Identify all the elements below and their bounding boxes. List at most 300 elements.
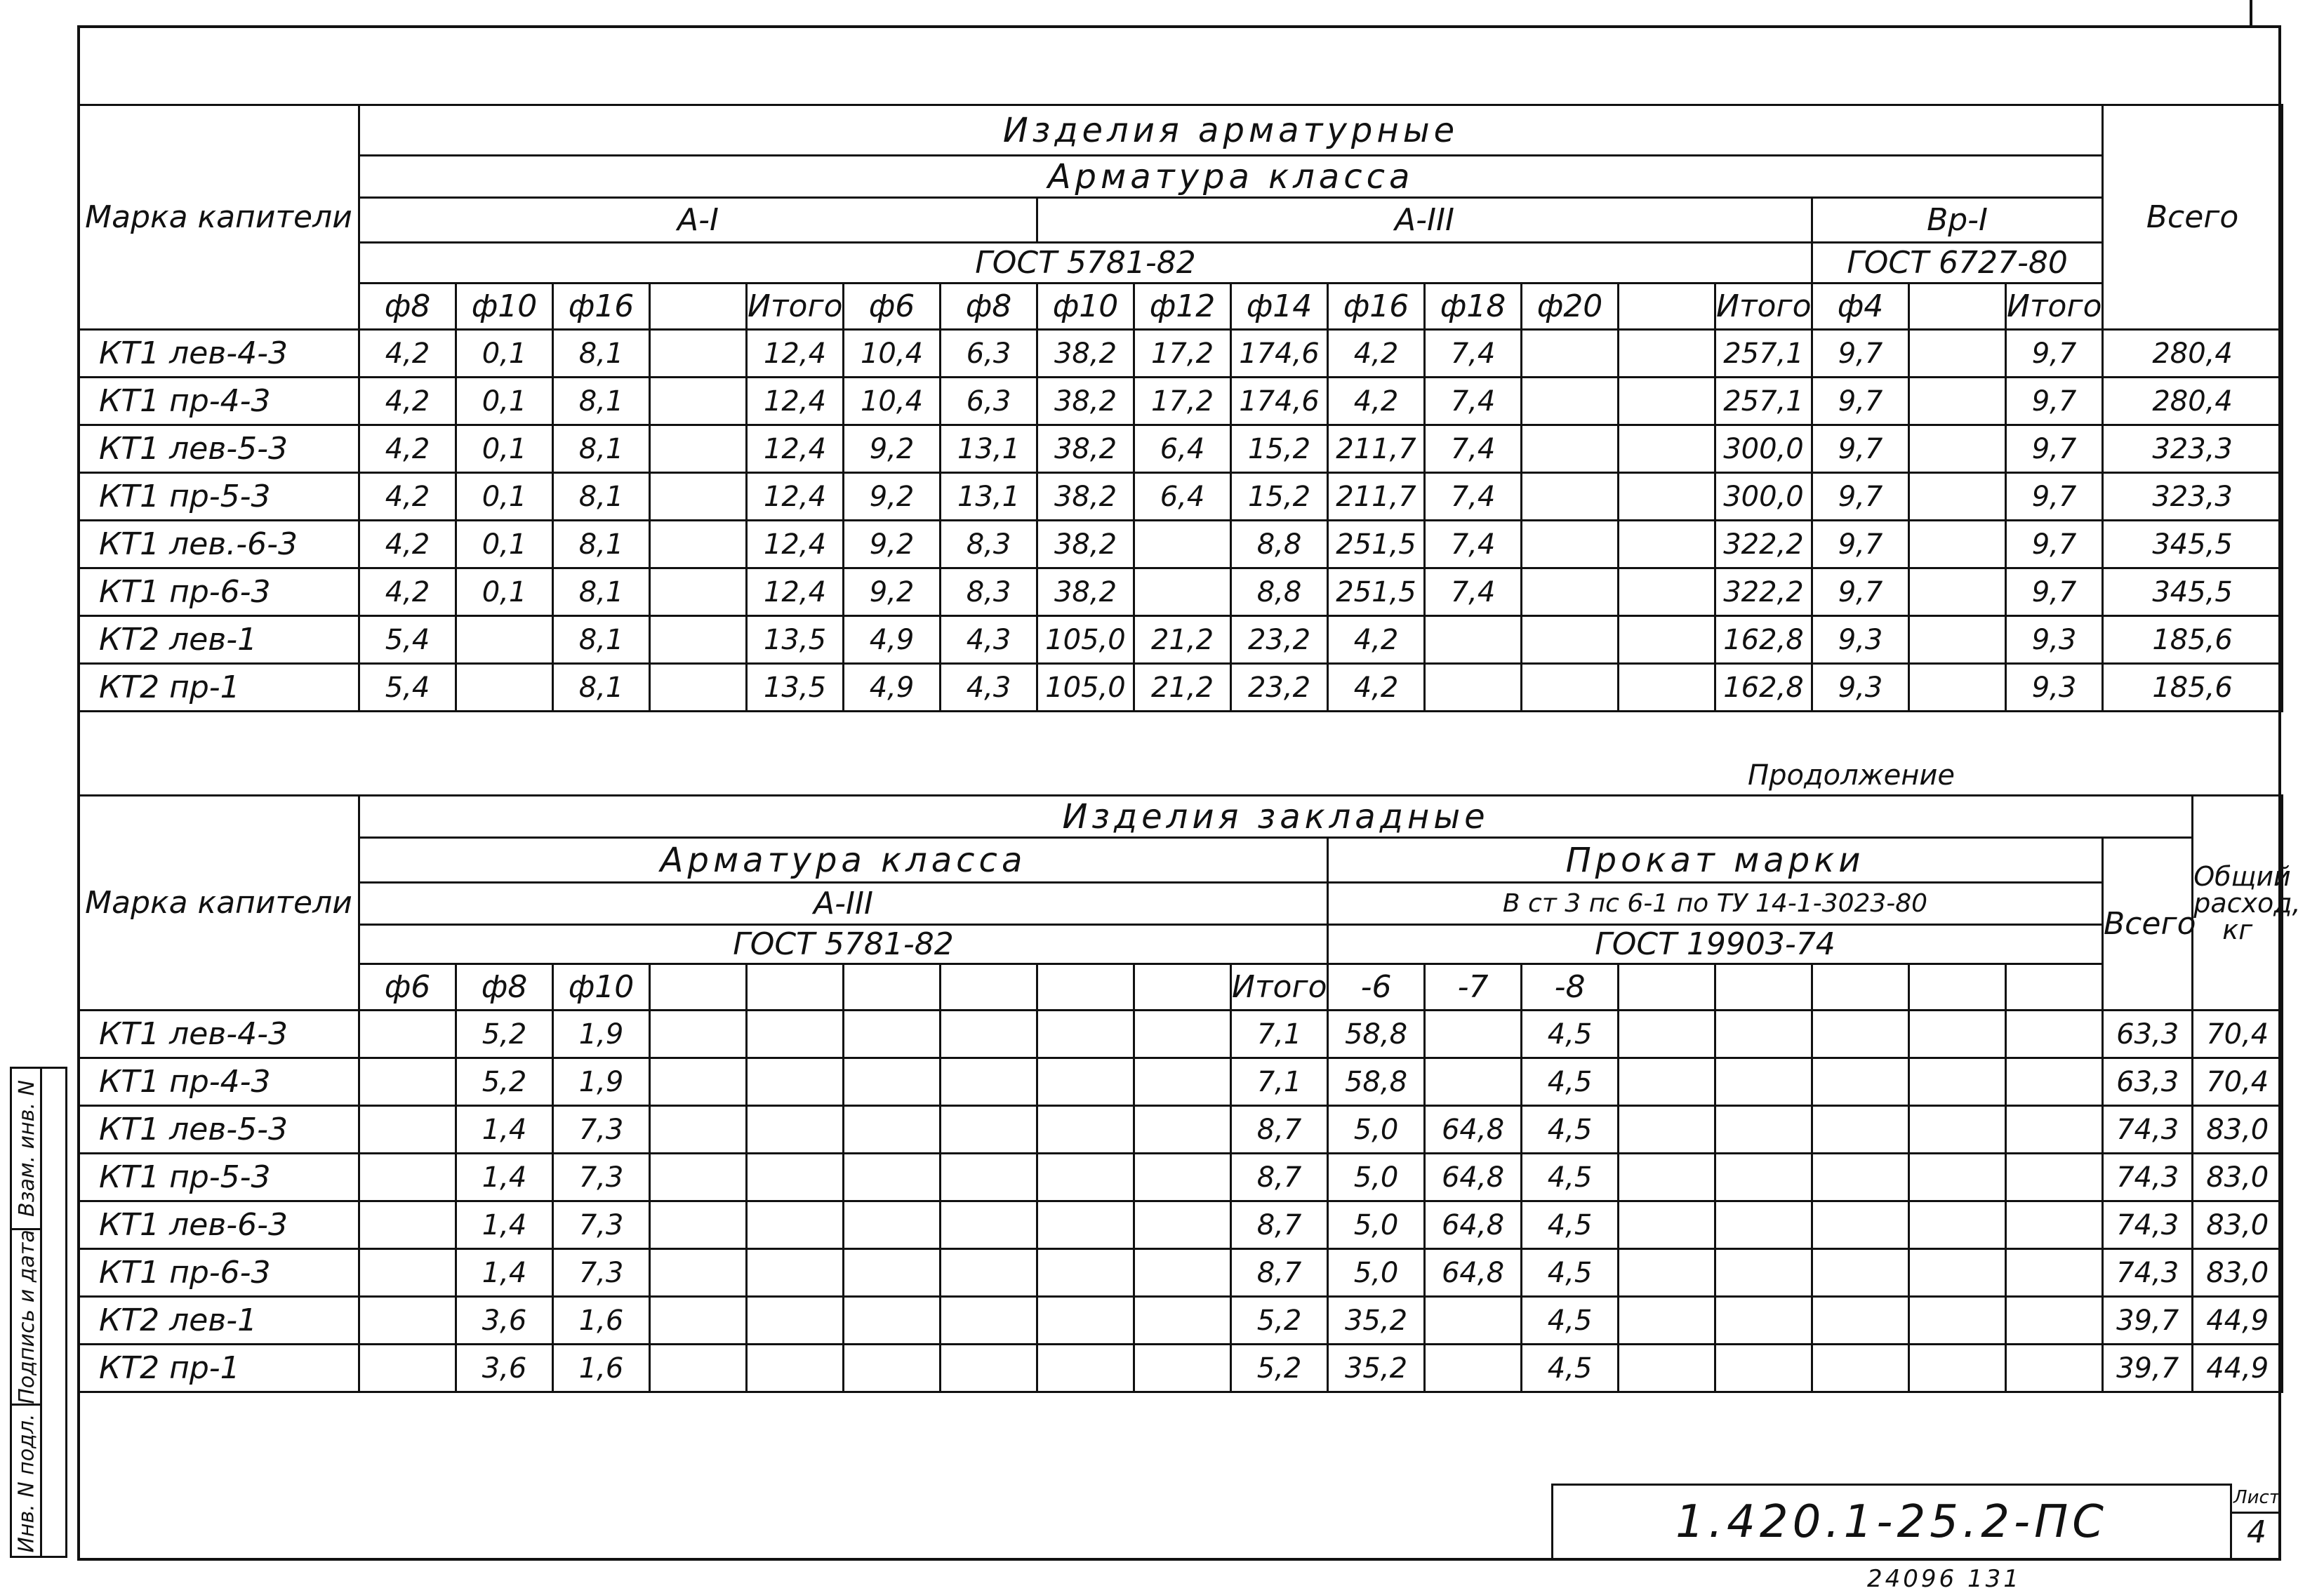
table-row <box>79 1106 2283 1154</box>
row-total: 185,6 <box>2103 616 2283 664</box>
value-cell <box>1522 664 1619 712</box>
value-cell <box>2006 1249 2103 1297</box>
value-cell <box>1037 1345 1134 1392</box>
value-cell: 8,8 <box>1231 521 1328 568</box>
value-cell <box>359 1345 456 1392</box>
column-header: ф10 <box>456 284 553 330</box>
value-cell <box>1522 425 1619 473</box>
value-cell: 4,2 <box>359 568 456 616</box>
value-cell: 8,7 <box>1231 1201 1328 1249</box>
row-mark: КТ1 лев-4-3 <box>79 1011 359 1058</box>
value-cell <box>1134 1249 1231 1297</box>
column-header: ф10 <box>553 964 650 1011</box>
value-cell <box>941 1106 1037 1154</box>
value-cell: 6,4 <box>1134 473 1231 521</box>
gost-5781-header: ГОСТ 5781-82 <box>359 925 1328 964</box>
column-header <box>747 964 844 1011</box>
value-cell <box>1425 1058 1522 1106</box>
column-header: ф16 <box>1328 284 1425 330</box>
value-cell: 8,1 <box>553 473 650 521</box>
value-cell <box>650 378 747 425</box>
value-cell <box>747 1201 844 1249</box>
value-cell: 12,4 <box>747 378 844 425</box>
document-number: 24096 131 <box>1867 1565 2021 1593</box>
value-cell: 74,3 <box>2103 1201 2193 1249</box>
value-cell: 0,1 <box>456 521 553 568</box>
value-cell: 7,4 <box>1425 330 1522 378</box>
column-header: ф16 <box>553 284 650 330</box>
value-cell <box>1522 330 1619 378</box>
row-mark: КТ1 пр-4-3 <box>79 1058 359 1106</box>
value-cell: 8,1 <box>553 568 650 616</box>
value-cell <box>650 1297 747 1345</box>
value-cell <box>1619 378 1715 425</box>
total-header: Всего <box>2103 838 2193 1011</box>
value-cell <box>650 473 747 521</box>
row-total: 185,6 <box>2103 664 2283 712</box>
value-cell <box>1522 473 1619 521</box>
value-cell: 9,7 <box>2006 330 2103 378</box>
value-cell: 12,4 <box>747 473 844 521</box>
column-header: Итого <box>1715 284 1812 330</box>
value-cell: 9,7 <box>1812 378 1909 425</box>
value-cell: 9,3 <box>1812 664 1909 712</box>
value-cell <box>1909 473 2006 521</box>
value-cell <box>1134 521 1231 568</box>
value-cell <box>747 1345 844 1392</box>
value-cell: 8,8 <box>1231 568 1328 616</box>
column-header: -8 <box>1522 964 1619 1011</box>
value-cell: 4,5 <box>1522 1106 1619 1154</box>
value-cell <box>1812 1201 1909 1249</box>
row-total: 323,3 <box>2103 473 2283 521</box>
value-cell <box>2006 1106 2103 1154</box>
value-cell <box>359 1201 456 1249</box>
value-cell: 7,3 <box>553 1201 650 1249</box>
row-total: 70,4 <box>2193 1058 2283 1106</box>
value-cell <box>844 1058 941 1106</box>
value-cell: 7,4 <box>1425 568 1522 616</box>
value-cell: 7,3 <box>553 1106 650 1154</box>
value-cell <box>2006 1011 2103 1058</box>
value-cell <box>359 1249 456 1297</box>
value-cell: 4,2 <box>359 521 456 568</box>
value-cell <box>650 1011 747 1058</box>
value-cell: 8,7 <box>1231 1249 1328 1297</box>
value-cell: 9,7 <box>2006 378 2103 425</box>
value-cell: 7,4 <box>1425 521 1522 568</box>
value-cell <box>1909 568 2006 616</box>
value-cell: 4,2 <box>1328 330 1425 378</box>
column-header <box>2006 964 2103 1011</box>
value-cell <box>844 1201 941 1249</box>
table-row <box>79 1011 2283 1058</box>
value-cell <box>359 1297 456 1345</box>
value-cell: 105,0 <box>1037 616 1134 664</box>
value-cell: 8,1 <box>553 664 650 712</box>
value-cell <box>1134 1011 1231 1058</box>
value-cell <box>650 1106 747 1154</box>
value-cell <box>2006 1345 2103 1392</box>
value-cell: 58,8 <box>1328 1058 1425 1106</box>
value-cell: 74,3 <box>2103 1154 2193 1201</box>
value-cell: 1,6 <box>553 1345 650 1392</box>
value-cell <box>1909 1106 2006 1154</box>
value-cell: 38,2 <box>1037 473 1134 521</box>
value-cell: 5,2 <box>1231 1345 1328 1392</box>
value-cell: 5,4 <box>359 664 456 712</box>
row-total: 280,4 <box>2103 378 2283 425</box>
value-cell: 39,7 <box>2103 1345 2193 1392</box>
value-cell <box>1522 378 1619 425</box>
value-cell: 21,2 <box>1134 664 1231 712</box>
value-cell <box>1619 1249 1715 1297</box>
value-cell <box>1909 521 2006 568</box>
value-cell: 211,7 <box>1328 473 1425 521</box>
value-cell <box>1619 1058 1715 1106</box>
value-cell <box>1715 1345 1812 1392</box>
value-cell: 0,1 <box>456 330 553 378</box>
table-row <box>79 1297 2283 1345</box>
value-cell: 251,5 <box>1328 521 1425 568</box>
value-cell: 9,7 <box>1812 330 1909 378</box>
value-cell: 1,4 <box>456 1249 553 1297</box>
value-cell <box>1619 521 1715 568</box>
column-header <box>844 964 941 1011</box>
value-cell: 174,6 <box>1231 378 1328 425</box>
column-header: ф18 <box>1425 284 1522 330</box>
value-cell: 9,7 <box>1812 473 1909 521</box>
table-row <box>79 330 2283 378</box>
column-header: ф14 <box>1231 284 1328 330</box>
value-cell <box>1909 425 2006 473</box>
value-cell: 300,0 <box>1715 425 1812 473</box>
product-header: Изделия арматурные <box>359 105 2103 156</box>
column-header: Итого <box>747 284 844 330</box>
value-cell: 251,5 <box>1328 568 1425 616</box>
value-cell: 0,1 <box>456 568 553 616</box>
value-cell: 0,1 <box>456 473 553 521</box>
value-cell <box>941 1297 1037 1345</box>
value-cell: 8,1 <box>553 425 650 473</box>
value-cell: 4,9 <box>844 664 941 712</box>
value-cell <box>1619 330 1715 378</box>
value-cell: 322,2 <box>1715 568 1812 616</box>
value-cell <box>747 1106 844 1154</box>
value-cell: 8,7 <box>1231 1106 1328 1154</box>
value-cell: 162,8 <box>1715 664 1812 712</box>
value-cell <box>1715 1249 1812 1297</box>
mark-header: Марка капители <box>79 796 359 1011</box>
value-cell <box>941 1249 1037 1297</box>
value-cell <box>456 664 553 712</box>
value-cell: 5,2 <box>1231 1297 1328 1345</box>
value-cell: 13,5 <box>747 664 844 712</box>
value-cell: 39,7 <box>2103 1297 2193 1345</box>
column-header: ф8 <box>359 284 456 330</box>
value-cell: 63,3 <box>2103 1058 2193 1106</box>
column-header: -7 <box>1425 964 1522 1011</box>
value-cell: 7,4 <box>1425 473 1522 521</box>
value-cell: 4,3 <box>941 664 1037 712</box>
value-cell: 9,3 <box>2006 664 2103 712</box>
value-cell: 9,7 <box>1812 568 1909 616</box>
table-row <box>79 1249 2283 1297</box>
value-cell: 38,2 <box>1037 378 1134 425</box>
row-mark: КТ2 лев-1 <box>79 616 359 664</box>
rebar-products-table <box>77 104 2283 712</box>
total-header: Всего <box>2103 105 2283 330</box>
row-total: 323,3 <box>2103 425 2283 473</box>
value-cell: 7,3 <box>553 1249 650 1297</box>
value-cell: 4,5 <box>1522 1249 1619 1297</box>
value-cell: 6,4 <box>1134 425 1231 473</box>
value-cell <box>1619 1297 1715 1345</box>
row-mark: КТ1 лев.-6-3 <box>79 521 359 568</box>
value-cell <box>1909 1201 2006 1249</box>
value-cell <box>844 1249 941 1297</box>
value-cell <box>941 1154 1037 1201</box>
value-cell: 3,6 <box>456 1297 553 1345</box>
table-row <box>79 425 2283 473</box>
grand-total-header: Общий расход, кг <box>2193 796 2283 1011</box>
value-cell: 4,5 <box>1522 1154 1619 1201</box>
class-a1-header: А-I <box>359 198 1037 243</box>
mark-header: Марка капители <box>79 105 359 330</box>
column-header: ф6 <box>844 284 941 330</box>
value-cell: 4,5 <box>1522 1345 1619 1392</box>
value-cell: 35,2 <box>1328 1345 1425 1392</box>
value-cell: 1,6 <box>553 1297 650 1345</box>
value-cell <box>650 616 747 664</box>
value-cell: 5,0 <box>1328 1201 1425 1249</box>
value-cell <box>1909 1345 2006 1392</box>
row-total: 345,5 <box>2103 568 2283 616</box>
value-cell: 1,4 <box>456 1201 553 1249</box>
value-cell <box>359 1154 456 1201</box>
value-cell: 4,2 <box>359 425 456 473</box>
value-cell <box>1812 1058 1909 1106</box>
value-cell <box>1909 1249 2006 1297</box>
value-cell: 15,2 <box>1231 473 1328 521</box>
value-cell <box>1037 1297 1134 1345</box>
value-cell <box>650 521 747 568</box>
value-cell <box>941 1011 1037 1058</box>
table-row <box>79 521 2283 568</box>
value-cell <box>1812 1011 1909 1058</box>
original-inv-cell: Инв. N подл. <box>14 1413 39 1553</box>
value-cell: 6,3 <box>941 330 1037 378</box>
value-cell <box>456 616 553 664</box>
value-cell: 9,2 <box>844 568 941 616</box>
value-cell: 13,1 <box>941 473 1037 521</box>
value-cell <box>1715 1011 1812 1058</box>
value-cell <box>844 1297 941 1345</box>
value-cell: 4,2 <box>359 473 456 521</box>
column-header <box>1134 964 1231 1011</box>
value-cell <box>1619 664 1715 712</box>
value-cell <box>1619 1011 1715 1058</box>
sheet-number: 4 <box>2247 1514 2266 1550</box>
value-cell: 35,2 <box>1328 1297 1425 1345</box>
value-cell <box>1909 1154 2006 1201</box>
value-cell: 38,2 <box>1037 521 1134 568</box>
value-cell <box>941 1345 1037 1392</box>
value-cell <box>844 1106 941 1154</box>
value-cell <box>941 1058 1037 1106</box>
value-cell: 8,1 <box>553 330 650 378</box>
value-cell <box>1715 1297 1812 1345</box>
value-cell: 4,3 <box>941 616 1037 664</box>
column-header <box>1619 964 1715 1011</box>
value-cell: 8,1 <box>553 378 650 425</box>
value-cell <box>359 1106 456 1154</box>
value-cell <box>1425 1345 1522 1392</box>
value-cell <box>650 1345 747 1392</box>
value-cell: 257,1 <box>1715 330 1812 378</box>
value-cell: 74,3 <box>2103 1106 2193 1154</box>
value-cell: 4,5 <box>1522 1011 1619 1058</box>
column-header: ф20 <box>1522 284 1619 330</box>
value-cell <box>1909 664 2006 712</box>
value-cell <box>747 1249 844 1297</box>
row-mark: КТ1 пр-5-3 <box>79 473 359 521</box>
row-total: 44,9 <box>2193 1345 2283 1392</box>
value-cell <box>650 1154 747 1201</box>
column-header <box>1909 964 2006 1011</box>
value-cell <box>1522 521 1619 568</box>
value-cell: 38,2 <box>1037 425 1134 473</box>
column-header <box>1037 964 1134 1011</box>
value-cell: 9,7 <box>2006 473 2103 521</box>
value-cell: 4,5 <box>1522 1058 1619 1106</box>
value-cell <box>1619 1345 1715 1392</box>
value-cell <box>1522 568 1619 616</box>
value-cell: 9,7 <box>1812 521 1909 568</box>
value-cell: 58,8 <box>1328 1011 1425 1058</box>
value-cell: 4,2 <box>1328 616 1425 664</box>
value-cell <box>1619 616 1715 664</box>
table-row <box>79 1154 2283 1201</box>
value-cell: 13,5 <box>747 616 844 664</box>
value-cell <box>844 1154 941 1201</box>
value-cell <box>1134 1345 1231 1392</box>
column-header: Итого <box>2006 284 2103 330</box>
class-bp1-header: Вр-I <box>1812 198 2103 243</box>
value-cell: 0,1 <box>456 378 553 425</box>
value-cell <box>1909 378 2006 425</box>
value-cell <box>1134 1154 1231 1201</box>
column-header: ф4 <box>1812 284 1909 330</box>
value-cell: 4,2 <box>359 330 456 378</box>
side-stamp <box>10 1067 67 1558</box>
row-mark: КТ2 пр-1 <box>79 664 359 712</box>
row-total: 44,9 <box>2193 1297 2283 1345</box>
value-cell <box>1037 1154 1134 1201</box>
rolled-header: Прокат марки <box>1328 838 2103 883</box>
value-cell: 1,9 <box>553 1011 650 1058</box>
value-cell: 9,3 <box>2006 616 2103 664</box>
table-row <box>79 1345 2283 1392</box>
value-cell: 5,0 <box>1328 1106 1425 1154</box>
row-mark: КТ1 пр-5-3 <box>79 1154 359 1201</box>
value-cell: 8,3 <box>941 521 1037 568</box>
value-cell: 12,4 <box>747 330 844 378</box>
value-cell: 9,2 <box>844 473 941 521</box>
value-cell <box>1619 568 1715 616</box>
drawing-code: 1.420.1-25.2-ПС <box>1551 1484 2232 1561</box>
row-total: 70,4 <box>2193 1011 2283 1058</box>
value-cell <box>1812 1154 1909 1201</box>
value-cell: 1,4 <box>456 1154 553 1201</box>
table-row <box>79 378 2283 425</box>
class-a3-header: А-III <box>359 883 1328 925</box>
column-header <box>650 284 747 330</box>
value-cell: 1,9 <box>553 1058 650 1106</box>
value-cell: 12,4 <box>747 521 844 568</box>
value-cell: 9,7 <box>2006 425 2103 473</box>
row-mark: КТ1 лев-5-3 <box>79 425 359 473</box>
row-total: 83,0 <box>2193 1249 2283 1297</box>
value-cell <box>650 568 747 616</box>
value-cell <box>1715 1058 1812 1106</box>
value-cell: 5,0 <box>1328 1154 1425 1201</box>
value-cell: 10,4 <box>844 330 941 378</box>
row-mark: КТ1 пр-6-3 <box>79 568 359 616</box>
value-cell: 6,3 <box>941 378 1037 425</box>
column-header <box>941 964 1037 1011</box>
row-total: 345,5 <box>2103 521 2283 568</box>
value-cell <box>1425 1297 1522 1345</box>
value-cell: 0,1 <box>456 425 553 473</box>
row-mark: КТ1 лев-5-3 <box>79 1106 359 1154</box>
value-cell: 257,1 <box>1715 378 1812 425</box>
value-cell: 8,1 <box>553 616 650 664</box>
value-cell: 9,7 <box>1812 425 1909 473</box>
value-cell: 64,8 <box>1425 1106 1522 1154</box>
value-cell: 10,4 <box>844 378 941 425</box>
value-cell <box>1812 1106 1909 1154</box>
value-cell: 5,2 <box>456 1058 553 1106</box>
row-total: 83,0 <box>2193 1154 2283 1201</box>
continuation-label: Продолжение <box>1741 759 1962 796</box>
value-cell: 5,0 <box>1328 1249 1425 1297</box>
value-cell <box>844 1011 941 1058</box>
value-cell: 174,6 <box>1231 330 1328 378</box>
value-cell: 9,3 <box>1812 616 1909 664</box>
value-cell <box>1037 1058 1134 1106</box>
column-header <box>1715 964 1812 1011</box>
gost-6727-header: ГОСТ 6727-80 <box>1812 243 2103 284</box>
value-cell <box>1134 568 1231 616</box>
value-cell: 4,5 <box>1522 1201 1619 1249</box>
column-header: ф8 <box>941 284 1037 330</box>
value-cell: 4,9 <box>844 616 941 664</box>
row-mark: КТ2 пр-1 <box>79 1345 359 1392</box>
value-cell <box>1134 1106 1231 1154</box>
value-cell: 15,2 <box>1231 425 1328 473</box>
column-header: ф6 <box>359 964 456 1011</box>
column-header <box>1812 964 1909 1011</box>
value-cell <box>1522 616 1619 664</box>
row-total: 83,0 <box>2193 1201 2283 1249</box>
value-cell: 7,4 <box>1425 378 1522 425</box>
table-row <box>79 616 2283 664</box>
row-mark: КТ1 лев-6-3 <box>79 1201 359 1249</box>
row-mark: КТ1 пр-6-3 <box>79 1249 359 1297</box>
value-cell <box>1619 1154 1715 1201</box>
value-cell: 23,2 <box>1231 616 1328 664</box>
